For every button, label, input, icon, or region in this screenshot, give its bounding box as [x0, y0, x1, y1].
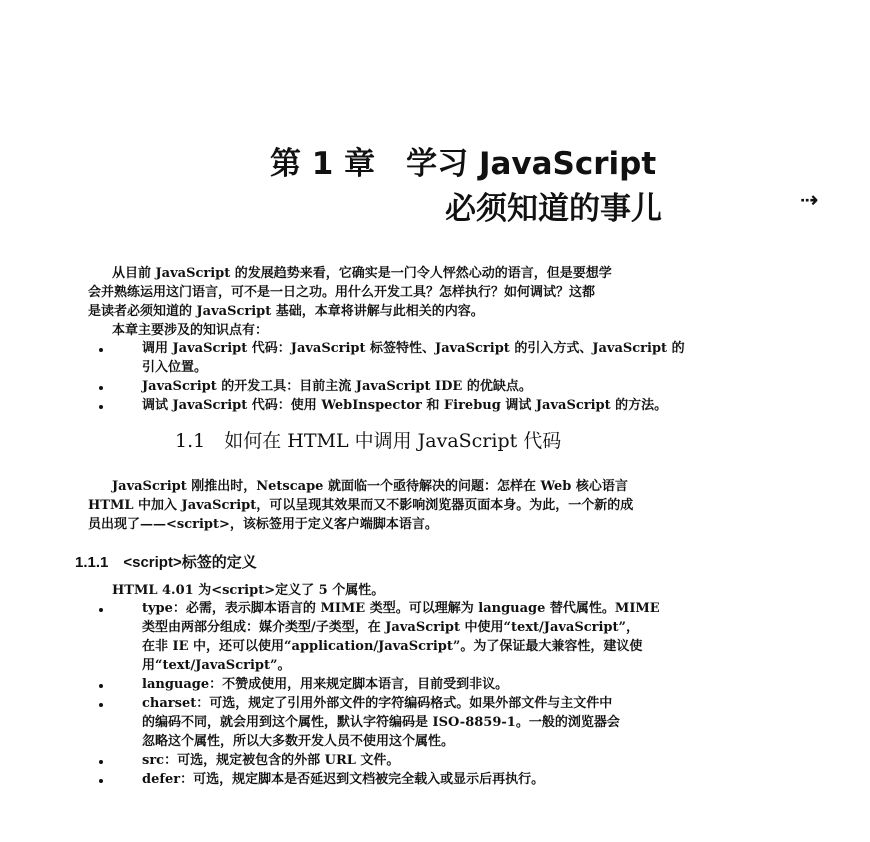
intro-bullet: 调用 JavaScript 代码：JavaScript 标签特性、JavaScript 的引入方式、JavaScript 的: [142, 341, 685, 356]
intro-line: 会并熟练运用这门语言，可不是一日之功。用什么开发工具？怎样执行？如何调试？这都: [88, 285, 596, 300]
section-line: HTML 中加入 JavaScript，可以呈现其效果而又不影响浏览器页面本身。为此，一个新的成: [88, 498, 634, 513]
chapter-title-line2: 必须知道的事儿: [445, 191, 662, 227]
attr-bullet: src：可选，规定被包含的外部 URL 文件。: [142, 753, 400, 768]
subsection-heading: 1.1.1 <script>标签的定义: [75, 554, 257, 571]
attr-bullet: language：不赞成使用，用来规定脚本语言，目前受到非议。: [142, 677, 509, 692]
bullet-icon: [99, 779, 103, 783]
attr-bullet: 忽略这个属性，所以大多数开发人员不使用这个属性。: [142, 734, 455, 749]
intro-bullet: JavaScript 的开发工具：目前主流 JavaScript IDE 的优缺点。: [142, 379, 532, 394]
section-line: 员出现了——<script>，该标签用于定义客户端脚本语言。: [88, 517, 438, 532]
section-line: JavaScript 刚推出时，Netscape 就面临一个亟待解决的问题：怎样在 Web 核心语言: [112, 479, 628, 494]
bullet-icon: [99, 703, 103, 707]
intro-bullet: 调试 JavaScript 代码：使用 WebInspector 和 Firebug 调试 JavaScript 的方法。: [142, 398, 668, 413]
bullet-icon: [99, 684, 103, 688]
intro-bullet: 引入位置。: [142, 360, 208, 375]
bullet-icon: [99, 348, 103, 352]
attr-bullet: type：必需，表示脚本语言的 MIME 类型。可以理解为 language 替代属性。MIME: [142, 601, 660, 616]
bullet-icon: [99, 386, 103, 390]
attr-bullet: 用“text/JavaScript”。: [142, 658, 291, 673]
chapter-title-line1: 第 1 章 学习 JavaScript: [270, 146, 657, 182]
section-heading: 1.1 如何在 HTML 中调用 JavaScript 代码: [175, 430, 562, 452]
bullet-icon: [99, 760, 103, 764]
bullet-icon: [99, 608, 103, 612]
attr-bullet: charset：可选，规定了引用外部文件的字符编码格式。如果外部文件与主文件中: [142, 696, 613, 711]
attr-bullet: defer：可选，规定脚本是否延迟到文档被完全载入或显示后再执行。: [142, 772, 545, 787]
intro-line: 本章主要涉及的知识点有：: [112, 323, 269, 338]
bullet-icon: [99, 405, 103, 409]
attr-bullet: 类型由两部分组成：媒介类型/子类型，在 JavaScript 中使用“text/JavaScript”，: [142, 620, 640, 635]
attr-bullet: 的编码不同，就会用到这个属性，默认字符编码是 ISO-8859-1。一般的浏览器会: [142, 715, 620, 730]
intro-line: 是读者必须知道的 JavaScript 基础，本章将讲解与此相关的内容。: [88, 304, 484, 319]
intro-line: 从目前 JavaScript 的发展趋势来看，它确实是一门令人怦然心动的语言，但是要想学: [112, 266, 612, 281]
attr-bullet: 在非 IE 中，还可以使用“application/JavaScript”。为了保证最大兼容性，建议使: [142, 639, 643, 654]
arrow-icon: ⇢: [800, 188, 819, 213]
subsection-intro: HTML 4.01 为<script>定义了 5 个属性。: [112, 583, 385, 598]
